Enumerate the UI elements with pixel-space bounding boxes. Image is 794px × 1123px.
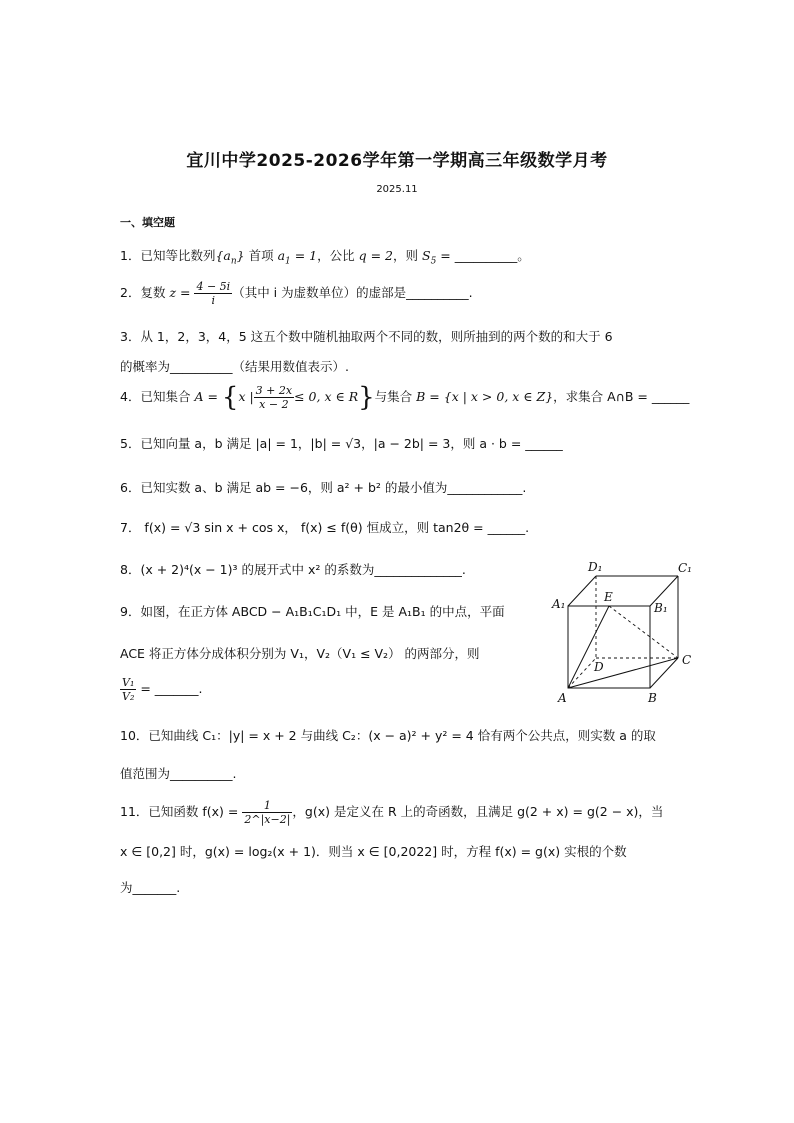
fraction: $\frac{\text{V₁}}{\text{V₂}}$ — [122, 676, 135, 703]
label-D1: D₁ — [588, 560, 603, 574]
label-A: A — [558, 691, 567, 705]
question-11-cont: x ∈ [0,2] 时，g(x) = log₂(x + 1)．则当 x ∈ [0,2022] 时，方程 f(x) = g(x) 实根的个数 — [120, 844, 627, 859]
question-8: 8．(x + 2)⁴(x − 1)³ 的展开式中 x² 的系数为______________. — [120, 562, 466, 577]
question-1: 1．已知等比数列$\{a_n\}$ 首项 $a_1 = 1$，公比 q = 2，则 $S_5$ = __________。 — [120, 248, 530, 267]
section-line-AC — [568, 658, 678, 688]
cube-diagram — [548, 558, 698, 708]
label-C1: C₁ — [678, 561, 692, 575]
section-line-EC — [609, 606, 678, 658]
hidden-edge — [568, 658, 596, 688]
fraction: $\frac{4 - 5i}{i}$ — [196, 280, 231, 307]
question-5: 5．已知向量 a，b 满足 |a| = 1，|b| = √3，|a − 2b| = 3，则 a · b = ______ — [120, 436, 563, 451]
cube-edge — [568, 576, 596, 606]
exam-date: 2025.11 — [376, 184, 418, 195]
fraction: $\frac{3 + 2x}{x - 2}$ — [255, 384, 293, 411]
question-9: 9．如图，在正方体 ABCD − A₁B₁C₁D₁ 中，E 是 A₁B₁ 的中点，平面 — [120, 604, 505, 619]
question-11: 11．已知函数 f(x) = $\frac{1}{2\^{}|x-2|}$ ，g(x) 是定义在 R 上的奇函数，且满足 g(2 + x) = g(2 − x)，当 — [120, 799, 664, 826]
label-B: B — [648, 691, 657, 705]
label-E: E — [604, 590, 613, 604]
label-A1: A₁ — [552, 597, 566, 611]
question-10-cont: 值范围为__________. — [120, 766, 237, 781]
question-9-answer: $\frac{\text{V₁}}{\text{V₂}}$ = _______. — [122, 676, 203, 703]
label-C: C — [682, 653, 692, 667]
section-heading: 一、填空题 — [120, 216, 175, 229]
label-B1: B₁ — [654, 601, 668, 615]
question-10: 10．已知曲线 C₁：|y| = x + 2 与曲线 C₂：(x − a)² + y² = 4 恰有两个公共点，则实数 a 的取 — [120, 728, 656, 743]
question-6: 6．已知实数 a、b 满足 ab = −6，则 a² + b² 的最小值为____________. — [120, 480, 527, 495]
question-7: 7． f(x) = √3 sin x + cos x， f(x) ≤ f(θ) 恒成立，则 tan2θ = ______. — [120, 520, 530, 535]
question-3: 3．从 1，2，3，4，5 这五个数中随机抽取两个不同的数，则所抽到的两个数的和大于 6 — [120, 329, 613, 344]
label-D: D — [594, 660, 604, 674]
cube-edge — [650, 658, 678, 688]
sequence-symbol: $\{a_n\}$ — [215, 248, 245, 267]
question-2: 2．复数 z = $\frac{4 - 5i}{i}$ （其中 i 为虚数单位）的虚部是__________. — [120, 280, 473, 307]
question-4: 4．已知集合 A = {x | $\frac{3 + 2x}{x - 2}$ ≤ 0, x ∈ R}与集合 B = {x | x > 0, x ∈ Z}，求集合 A∩B = ______ — [120, 382, 690, 413]
question-3-cont: 的概率为__________（结果用数值表示）. — [120, 359, 349, 374]
question-9-cont: ACE 将正方体分成体积分别为 V₁，V₂（V₁ ≤ V₂） 的两部分，则 — [120, 646, 480, 661]
question-11-cont-2: 为_______. — [120, 880, 181, 895]
cube-front-face — [568, 606, 650, 688]
section-line-AE — [568, 606, 609, 688]
fraction: $\frac{1}{2\^{}|x-2|}$ — [244, 799, 291, 826]
page-title: 宜川中学2025-2026学年第一学期高三年级数学月考 — [186, 151, 608, 171]
